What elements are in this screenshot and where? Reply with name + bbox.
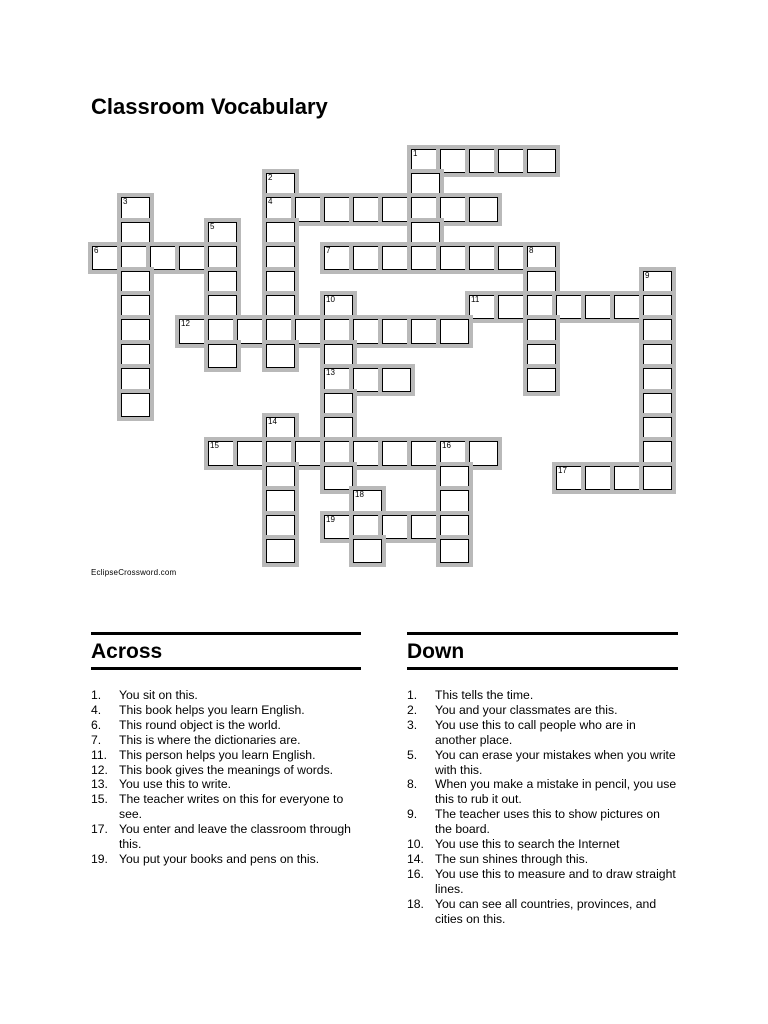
clue-number: 3. <box>407 717 418 732</box>
grid-cell <box>527 319 556 343</box>
grid-cell <box>179 319 208 343</box>
clue-number: 16 <box>442 441 451 451</box>
down-clue <box>407 718 678 748</box>
grid-cell <box>411 246 440 270</box>
across-clue <box>91 822 361 852</box>
clue-number: 15 <box>210 441 219 451</box>
clue-number: 12 <box>181 319 190 329</box>
grid-cell <box>324 197 353 221</box>
clue-number: 2. <box>407 702 418 717</box>
grid-cell <box>266 490 295 514</box>
grid-cell <box>179 246 208 270</box>
grid-cell <box>324 417 353 441</box>
clue-number: 3 <box>123 197 128 207</box>
grid-cell <box>411 441 440 465</box>
clue-number: 16. <box>407 866 424 881</box>
down-clue <box>407 807 678 837</box>
grid-cell <box>121 319 150 343</box>
grid-cell <box>440 319 469 343</box>
clue-number: 11. <box>91 747 108 762</box>
across-clue <box>91 733 361 748</box>
clue-number: 10 <box>326 294 335 304</box>
clue-number: 5. <box>407 747 418 762</box>
credit-text: EclipseCrossword.com <box>91 568 177 577</box>
grid-cell <box>237 319 266 343</box>
clue-number: 7. <box>91 732 102 747</box>
grid-cell <box>208 344 237 368</box>
grid-cell <box>324 344 353 368</box>
clue-text: This person helps you learn English. <box>119 747 316 762</box>
grid-cell <box>585 466 614 490</box>
clue-number: 7 <box>326 246 331 256</box>
grid-cell <box>353 246 382 270</box>
clue-text: This round object is the world. <box>119 717 281 732</box>
down-section <box>407 632 678 927</box>
clue-number: 19 <box>326 514 335 524</box>
grid-cell <box>208 319 237 343</box>
grid-cell <box>614 466 643 490</box>
clue-text: You use this to call people who are in another place. <box>435 717 636 747</box>
grid-cell <box>556 295 585 319</box>
grid-cell <box>353 515 382 539</box>
grid-cell <box>324 515 353 539</box>
grid-cell <box>411 515 440 539</box>
clue-text: When you make a mistake in pencil, you use this to rub it out. <box>435 777 677 807</box>
grid-cell <box>440 490 469 514</box>
clue-number: 5 <box>210 221 215 231</box>
grid-cell <box>353 441 382 465</box>
clue-number: 18. <box>407 896 424 911</box>
grid-cell <box>469 197 498 221</box>
grid-cell <box>643 295 672 319</box>
grid-cell <box>208 441 237 465</box>
clue-number: 19. <box>91 851 108 866</box>
clue-text: You can erase your mistakes when you write with this. <box>435 747 676 777</box>
clue-text: You sit on this. <box>119 688 198 702</box>
grid-cell <box>324 246 353 270</box>
clue-text: You use this to write. <box>119 777 232 792</box>
clue-number: 11 <box>471 294 480 304</box>
down-clue <box>407 748 678 778</box>
down-clue <box>407 777 678 807</box>
grid-cell <box>643 271 672 295</box>
clue-text: The teacher uses this to show pictures on the board. <box>435 807 660 837</box>
clue-number: 13. <box>91 777 108 792</box>
across-clue <box>91 852 361 867</box>
grid-cell <box>92 246 121 270</box>
clue-number: 13 <box>326 368 335 378</box>
grid-cell <box>556 466 585 490</box>
clue-number: 4 <box>268 197 273 207</box>
clue-number: 6 <box>94 246 99 256</box>
grid-cell <box>382 515 411 539</box>
grid-cell <box>411 173 440 197</box>
grid-cell <box>295 319 324 343</box>
grid-cell <box>527 149 556 173</box>
across-heading: Across <box>91 632 361 670</box>
grid-cell <box>382 441 411 465</box>
clue-number: 1. <box>91 688 102 702</box>
clue-number: 6. <box>91 717 102 732</box>
clue-number: 15. <box>91 792 108 807</box>
clue-text: You and your classmates are this. <box>435 702 618 717</box>
grid-cell <box>266 319 295 343</box>
down-clue <box>407 703 678 718</box>
down-heading: Down <box>407 632 678 670</box>
clue-number: 1. <box>407 688 418 702</box>
grid-cell <box>440 197 469 221</box>
grid-cell <box>527 295 556 319</box>
grid-cell <box>382 246 411 270</box>
grid-cell <box>440 441 469 465</box>
grid-cell <box>614 295 643 319</box>
clue-text: This tells the time. <box>435 688 534 702</box>
grid-cell <box>353 539 382 563</box>
grid-cell <box>440 466 469 490</box>
grid-cell <box>266 344 295 368</box>
grid-cell <box>643 319 672 343</box>
clue-number: 4. <box>91 702 102 717</box>
grid-cell <box>440 515 469 539</box>
grid-cell <box>411 319 440 343</box>
clue-number: 10. <box>407 837 424 852</box>
grid-cell <box>266 441 295 465</box>
clue-text: You put your books and pens on this. <box>119 851 320 866</box>
clue-number: 2 <box>268 172 273 182</box>
grid-cell <box>121 222 150 246</box>
clue-text: You use this to search the Internet <box>435 837 620 852</box>
grid-cell <box>266 417 295 441</box>
grid-cell <box>208 222 237 246</box>
clue-text: This book gives the meanings of words. <box>119 762 334 777</box>
down-clue <box>407 837 678 852</box>
clue-number: 14. <box>407 851 424 866</box>
grid-cell <box>469 246 498 270</box>
grid-cell <box>295 197 324 221</box>
grid-cell <box>295 441 324 465</box>
grid-cell <box>469 295 498 319</box>
grid-cell <box>208 295 237 319</box>
grid-cell <box>266 515 295 539</box>
grid-cell <box>469 149 498 173</box>
across-clue <box>91 763 361 778</box>
clue-text: You use this to measure and to draw straight lines. <box>435 866 676 896</box>
grid-cell <box>411 197 440 221</box>
grid-cell <box>324 466 353 490</box>
grid-cell <box>440 246 469 270</box>
grid-cell <box>353 368 382 392</box>
down-clue <box>407 688 678 703</box>
grid-cell <box>121 344 150 368</box>
grid-cell <box>324 319 353 343</box>
across-clue <box>91 718 361 733</box>
grid-cell <box>266 173 295 197</box>
grid-cell <box>324 368 353 392</box>
across-clue-list <box>91 688 361 867</box>
grid-cell <box>266 466 295 490</box>
grid-cell <box>527 344 556 368</box>
grid-cell <box>498 246 527 270</box>
clue-text: This is where the dictionaries are. <box>119 732 301 747</box>
grid-cell <box>266 246 295 270</box>
grid-cell <box>382 368 411 392</box>
grid-cell <box>643 417 672 441</box>
grid-cell <box>498 295 527 319</box>
grid-cell <box>324 295 353 319</box>
grid-cell <box>382 197 411 221</box>
across-clue <box>91 792 361 822</box>
clue-text: This book helps you learn English. <box>119 702 305 717</box>
grid-cell <box>121 368 150 392</box>
grid-cell <box>353 490 382 514</box>
grid-cell <box>266 539 295 563</box>
clue-number: 1 <box>413 148 418 158</box>
clue-number: 17. <box>91 822 108 837</box>
down-clue-list <box>407 688 678 927</box>
grid-cell <box>440 539 469 563</box>
grid-cell <box>643 466 672 490</box>
grid-cell <box>411 149 440 173</box>
grid-cell <box>353 197 382 221</box>
clue-number: 18 <box>355 490 364 500</box>
clue-text: You enter and leave the classroom through this. <box>119 822 351 852</box>
grid-cell <box>440 149 469 173</box>
across-clue <box>91 777 361 792</box>
down-clue <box>407 867 678 897</box>
grid-cell <box>237 441 266 465</box>
clue-number: 9. <box>407 807 418 822</box>
grid-cell <box>208 246 237 270</box>
clue-number: 14 <box>268 416 277 426</box>
grid-cell <box>324 441 353 465</box>
grid-cell <box>527 246 556 270</box>
clue-text: You can see all countries, provinces, and cities on this. <box>435 896 657 926</box>
grid-cell <box>266 222 295 246</box>
page-title: Classroom Vocabulary <box>91 94 328 119</box>
clue-text: The sun shines through this. <box>435 851 589 866</box>
grid-cell <box>643 393 672 417</box>
across-clue <box>91 748 361 763</box>
grid-cell <box>121 197 150 221</box>
grid-cell <box>643 441 672 465</box>
across-clue <box>91 688 361 703</box>
grid-cell <box>208 271 237 295</box>
grid-cell <box>643 368 672 392</box>
clue-number: 9 <box>645 270 650 280</box>
across-clue <box>91 703 361 718</box>
grid-cell <box>324 393 353 417</box>
grid-cell <box>527 271 556 295</box>
clue-number: 12. <box>91 762 108 777</box>
grid-cell <box>121 393 150 417</box>
grid-cell <box>643 344 672 368</box>
grid-cell <box>266 295 295 319</box>
clue-number: 17 <box>558 465 567 475</box>
across-section <box>91 632 361 867</box>
clue-text: The teacher writes on this for everyone to see. <box>119 792 344 822</box>
grid-cell <box>382 319 411 343</box>
grid-cell <box>121 271 150 295</box>
grid-cell <box>469 441 498 465</box>
grid-cell <box>498 149 527 173</box>
clue-number: 8. <box>407 777 418 792</box>
grid-cell <box>585 295 614 319</box>
grid-cell <box>527 368 556 392</box>
clue-number: 8 <box>529 246 534 256</box>
down-clue <box>407 897 678 927</box>
grid-cell <box>266 197 295 221</box>
grid-cell <box>121 246 150 270</box>
grid-cell <box>266 271 295 295</box>
grid-cell <box>121 295 150 319</box>
grid-cell <box>353 319 382 343</box>
grid-cell <box>411 222 440 246</box>
grid-cell <box>150 246 179 270</box>
down-clue <box>407 852 678 867</box>
